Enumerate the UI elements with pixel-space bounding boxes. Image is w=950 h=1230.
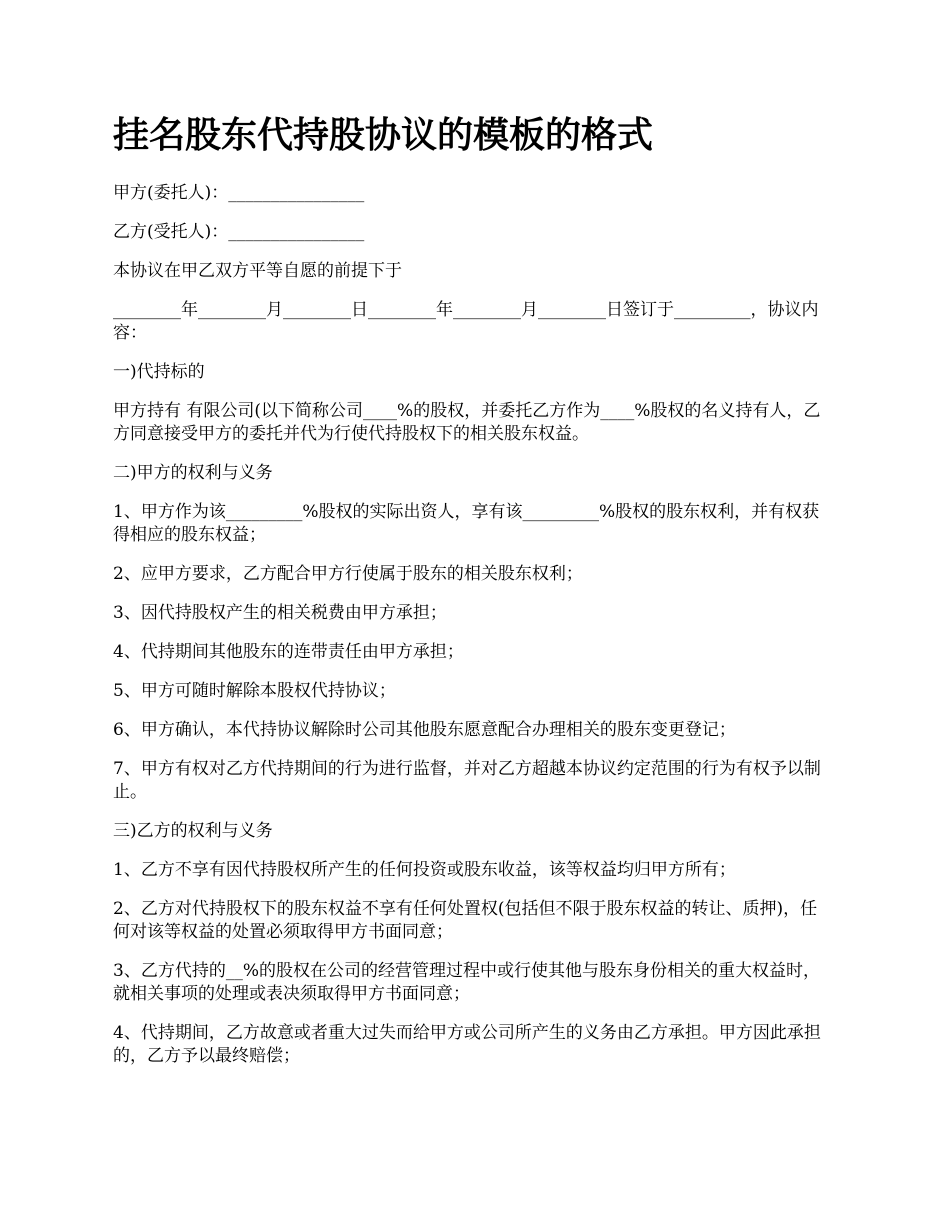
clause-3-item-2: 2、乙方对代持股权下的股东权益不享有任何处置权(包括但不限于股东权益的转让、质押)，任何对该等权益的处置必须取得甲方书面同意； [113,899,818,942]
party-b-line: 乙方(受托人)：________________ [113,222,365,242]
clause-1-body: 甲方持有 有限公司(以下简称公司____%的股权，并委托乙方作为____%股权的名义持有人，乙方同意接受甲方的委托并代为行使代持股权下的相关股东权益。 [113,401,821,444]
clause-3-item-4: 4、代持期间，乙方故意或者重大过失而给甲方或公司所产生的义务由乙方承担。甲方因此承担的，乙方予以最终赔偿； [113,1023,821,1066]
section-heading-3: 三)乙方的权利与义务 [113,821,273,841]
clause-3-item-1: 1、乙方不享有因代持股权所产生的任何投资或股东收益，该等权益均归甲方所有； [113,860,736,880]
section-heading-1: 一)代持标的 [113,362,205,382]
clause-2-item-6: 6、甲方确认，本代持协议解除时公司其他股东愿意配合办理相关的股东变更登记； [113,720,736,740]
agreement-intro: 本协议在甲乙双方平等自愿的前提下于 [113,261,402,281]
clause-2-item-3: 3、因代持股权产生的相关税费由甲方承担； [113,603,447,623]
clause-2-item-7: 7、甲方有权对乙方代持期间的行为进行监督，并对乙方超越本协议约定范围的行为有权予以制止。 [113,759,821,802]
section-heading-2: 二)甲方的权利与义务 [113,463,273,483]
clause-2-item-2: 2、应甲方要求，乙方配合甲方行使属于股东的相关股东权利； [113,564,583,584]
document-content [113,112,833,1084]
document-title: 挂名股东代持股协议的模板的格式 [113,115,654,156]
clause-2-item-5: 5、甲方可随时解除本股权代持协议； [113,681,396,701]
clause-2-item-1: 1、甲方作为该_________%股权的实际出资人，享有该_________%股权的股东权利，并有权获得相应的股东权益； [113,502,820,545]
party-a-line: 甲方(委托人)：________________ [113,183,365,203]
clause-2-item-4: 4、代持期间其他股东的连带责任由甲方承担； [113,642,464,662]
clause-3-item-3: 3、乙方代持的__%的股权在公司的经营管理过程中或行使其他与股东身份相关的重大权益时，就相关事项的处理或表决须取得甲方书面同意； [113,961,820,1004]
signing-date-line: ________年________月________日________年________月________日签订于_________，协议内容： [113,300,819,343]
